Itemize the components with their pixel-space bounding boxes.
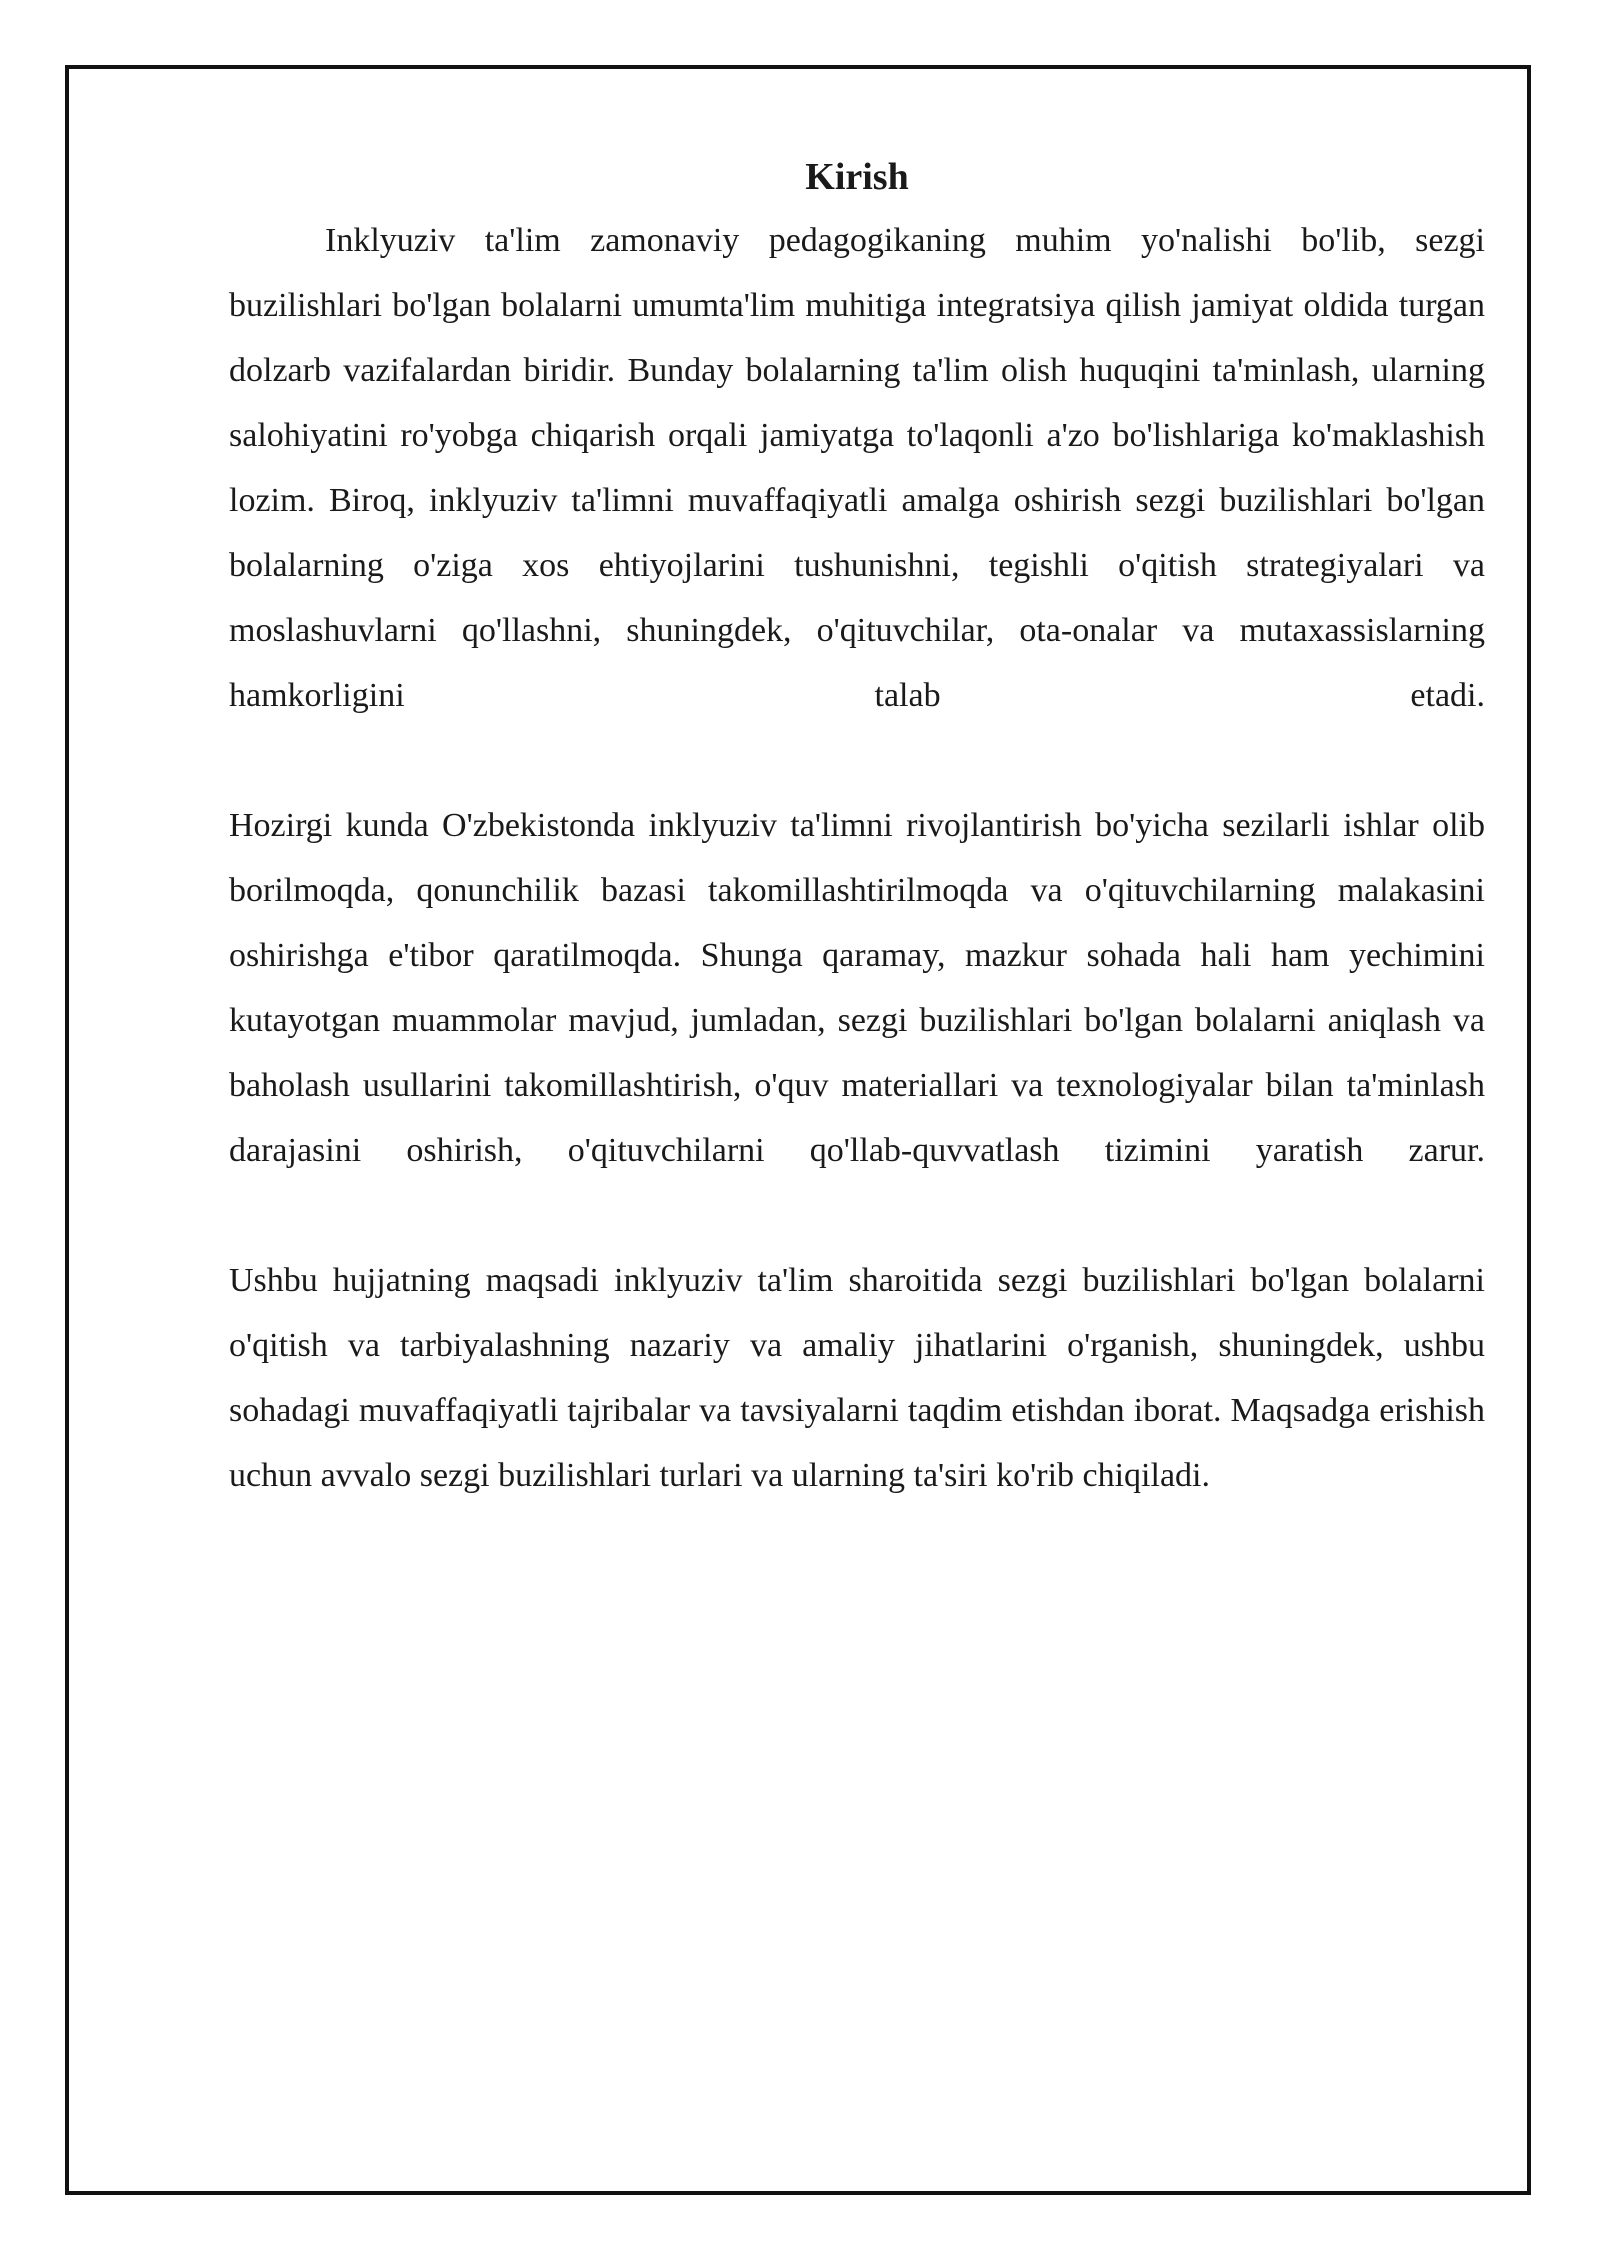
paragraph-current-state: Hozirgi kunda O'zbekistonda inklyuziv ta'limni rivojlantirish bo'yicha sezilarli ishlar olib borilmoqda, qonunchilik bazasi takomillashtirilmoqda va o'qituvchilarning malakasini oshirishga e'tibor qaratilmoqda. Shunga qaramay, mazkur sohada hali ham yechimini kutayotgan muammolar mavjud, jumladan, sezgi buzilishlari bo'lgan bolalarni aniqlash va baholash usullarini takomillashtirish, o'quv materiallari va texnologiyalar bilan ta'minlash darajasini oshirish, o'qituvchilarni qo'llab-quvvatlash tizimini yaratish zarur.: [229, 807, 1485, 1169]
paragraph-purpose: Ushbu hujjatning maqsadi inklyuziv ta'lim sharoitida sezgi buzilishlari bo'lgan bolalarni o'qitish va tarbiyalashning nazariy va amaliy jihatlarini o'rganish, shuningdek, ushbu sohadagi muvaffaqiyatli tajribalar va tavsiyalarni taqdim etishdan iborat. Maqsadga erishish uchun avvalo sezgi buzilishlari turlari va ularning ta'siri ko'rib chiqiladi.: [229, 1262, 1485, 1494]
document-body: [229, 148, 1485, 1508]
paragraph-spacer: [229, 1183, 1485, 1248]
paragraph-intro: Inklyuziv ta'lim zamonaviy pedagogikaning muhim yo'nalishi bo'lib, sezgi buzilishlari bo'lgan bolalarni umumta'lim muhitiga integratsiya qilish jamiyat oldida turgan dolzarb vazifalardan biridir. Bunday bolalarning ta'lim olish huquqini ta'minlash, ularning salohiyatini ro'yobga chiqarish orqali jamiyatga to'laqonli a'zo bo'lishlariga ko'maklashish lozim. Biroq, inklyuziv ta'limni muvaffaqiyatli amalga oshirish sezgi buzilishlari bo'lgan bolalarning o'ziga xos ehtiyojlarini tushunishni, tegishli o'qitish strategiyalari va moslashuvlarni qo'llashni, shuningdek, o'qituvchilar, ota-onalar va mutaxassislarning hamkorligini talab etadi.: [229, 222, 1485, 714]
paragraph-spacer: [229, 728, 1485, 793]
document-title: Kirish: [805, 156, 909, 198]
